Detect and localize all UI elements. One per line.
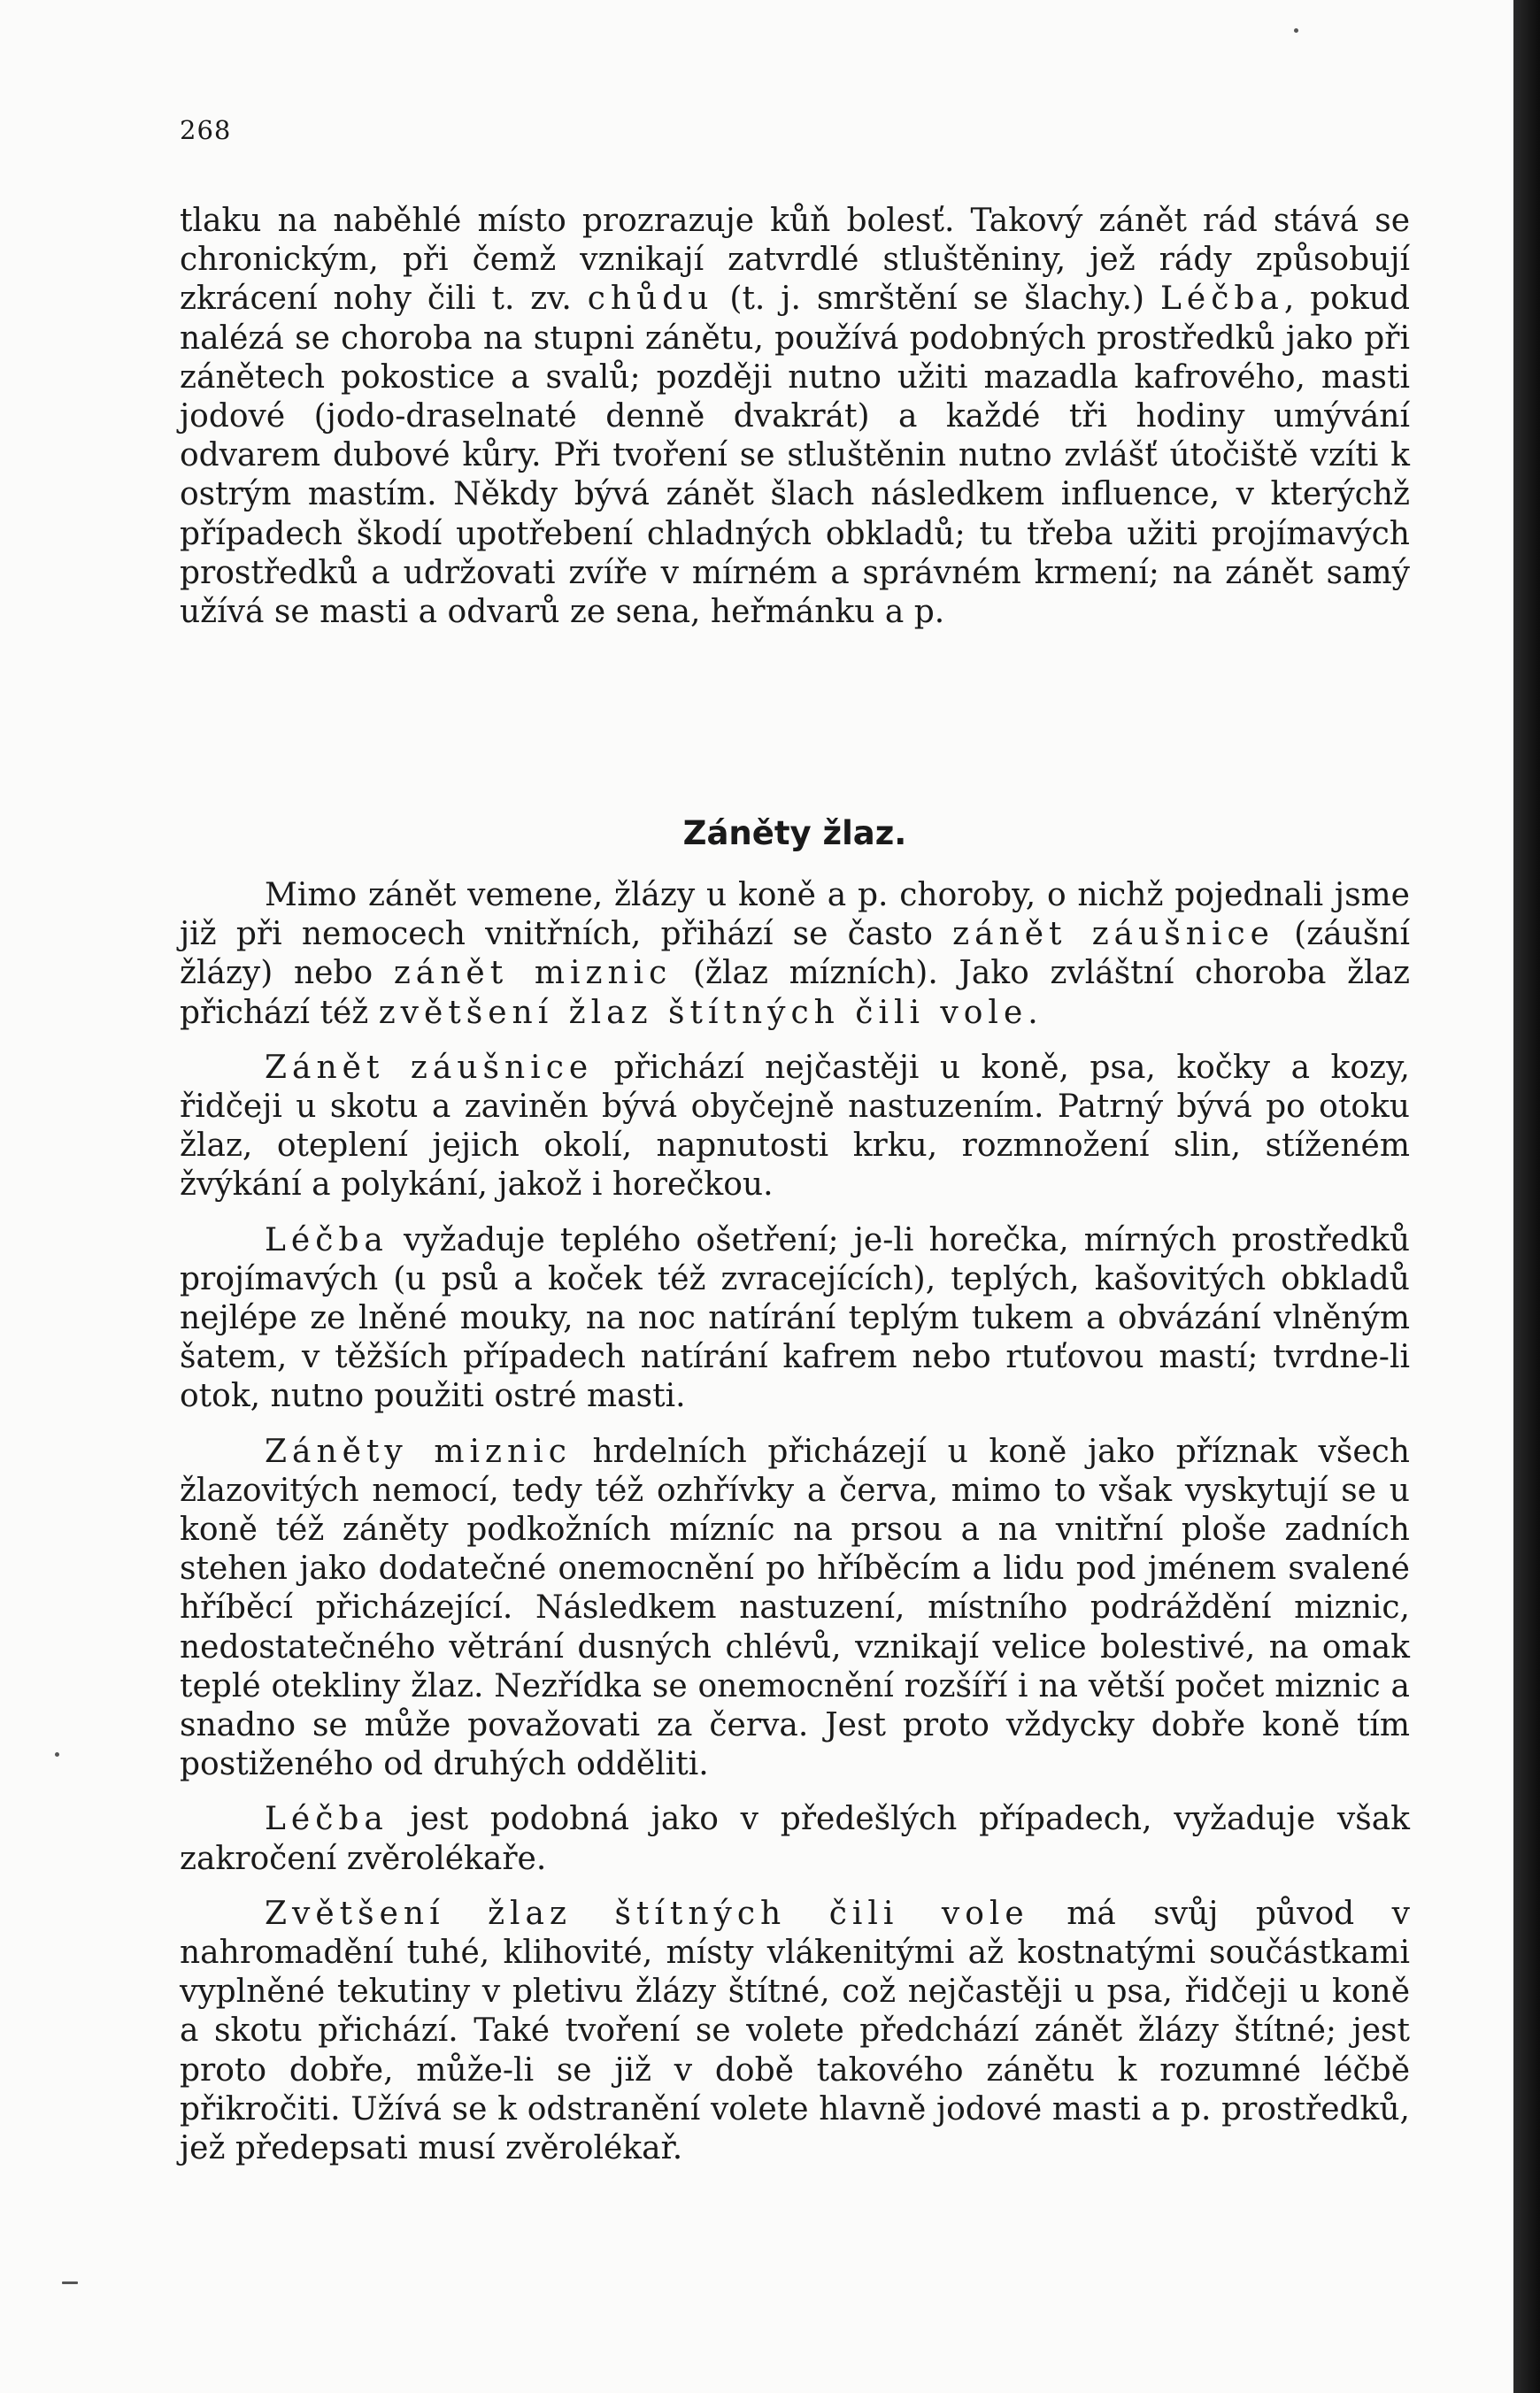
text-run: (t. j. smrštění se šlachy.) (713, 281, 1160, 318)
paragraph-zanety-miznic (180, 1433, 1410, 1785)
spaced-emphasis: Zvětšení žlaz štítných čili vole (265, 1895, 1029, 1932)
text-run: tlaku na naběhlé místo prozrazuje kůň bolesť. Takový zánět rád stává se chronickým, při čemž vznikají zatvrdlé stluštěniny, jež rády způsobují zkrácení nohy čili t. zv. (180, 203, 1410, 318)
text-run: má svůj původ v nahromadění tuhé, klihovité, místy vlákenitými až kostnatými součástkami vyplněné tekutiny v pletivu žlázy štítné, což nejčastěji u psa, řidčeji u koně a skotu přichází. Také tvoření se volete předchází zánět žlázy štítné; jest proto dobře, může-li se již v době takového zánětu k rozumné léčbě přikročiti. Užívá se k odstranění volete hlavně jodové masti a p. prostředků, jež předepsati musí zvěrolékař. (180, 1895, 1410, 2167)
paragraph-lecba-1 (180, 1221, 1410, 1417)
spaced-emphasis: Léčba (265, 1221, 389, 1258)
scan-speck (62, 2281, 78, 2284)
section-heading: Záněty žlaz. (682, 814, 907, 852)
scan-edge (1513, 0, 1540, 2393)
text-run: Mimo zánět vemene, žlázy u koně a p. choroby, o nichž pojednali jsme již při nemocech vnitřních, přihází se často (180, 877, 1410, 953)
text-block-top (180, 202, 1410, 632)
spaced-emphasis: zvětšení žlaz štítných čili vole (378, 994, 1028, 1031)
text-run: vyžaduje teplého ošetření; je-li horečka, mírných prostředků projímavých (u psů a koček též zvracejících), teplých, kašovitých obkladů nejlépe ze lněné mouky, na noc natírání teplým tukem a obvázání vlněným šatem, v těžších případech natírání kafrem nebo rtuťovou mastí; tvrdne-li otok, nutno použiti ostré masti. (180, 1221, 1410, 1415)
scan-speck (1294, 28, 1298, 33)
spaced-emphasis: zánět záušnice (952, 916, 1274, 953)
spaced-emphasis: Léčba (265, 1801, 389, 1838)
paragraph-vole (180, 1895, 1410, 2168)
spaced-emphasis: zánět miznic (393, 955, 673, 992)
spaced-emphasis: Léčba (1159, 281, 1284, 318)
text-run: hrdelních přicházejí u koně jako příznak všech žlazovitých nemocí, tedy též ozhřívky a červa, mimo to však vyskytují se u koně též záněty podkožních mízníc na prsou a na vnitřní ploše zadních stehen jako dodatečné onemocnění po hříběcím a lidu pod jménem svalené hříběcí přicházející. Následkem nastuzení, místního podráždění miznic, nedostatečného větrání dusných chlévů, vznikají velice bolestivé, na omak teplé otekliny žlaz. Nezřídka se onemocnění rozšíří i na větší počet miznic a snadno se může považovati za červa. Jest proto vždycky dobře koně tím postiženého od druhých odděliti. (180, 1433, 1410, 1783)
paragraph-intro (180, 876, 1410, 1033)
text-block-section (180, 812, 1410, 2184)
text-run: (záušní žlázy) nebo (180, 916, 1411, 992)
page-number: 268 (180, 115, 232, 145)
text-run: , pokud nalézá se choroba na stupni zánětu, používá podobných prostředků jako při zánětech pokostice a svalů; později nutno užiti mazadla kafrového, masti jodové (jodo-draselnaté denně dvakrát) a každé tři hodiny umývání odvarem dubové kůry. Při tvoření se stluštěnin nutno zvlášť útočiště vzíti k ostrým mastím. Někdy bývá zánět šlach následkem influence, v kterýchž případech škodí upotřebení chladných obkladů; tu třeba užiti projímavých prostředků a udržovati zvíře v mírném a správném krmení; na zánět samý užívá se masti a odvarů ze sena, heřmánku a p. (180, 281, 1411, 631)
spaced-emphasis: chůdu (587, 281, 714, 318)
text-run: přichází nejčastěji u koně, psa, kočky a kozy, řidčeji u skotu a zaviněn bývá obyčejně nastuzením. Patrný bývá po otoku žlaz, oteplení jejich okolí, napnutosti krku, rozmnožení slin, stíženém žvýkání a polykání, jakož i horečkou. (180, 1049, 1410, 1204)
paragraph-continuation (180, 202, 1410, 632)
text-run: jest podobná jako v předešlých případech, vyžaduje však zakročení zvěrolékaře. (180, 1801, 1410, 1877)
scan-speck (55, 1752, 59, 1757)
paragraph-zanet-zausnice (180, 1049, 1410, 1205)
spaced-emphasis: Zánět záušnice (265, 1049, 594, 1086)
paragraph-lecba-2 (180, 1800, 1410, 1878)
text-run: . (1028, 994, 1038, 1031)
text-run: (žlaz mízních). Jako zvláštní choroba žlaz přichází též (180, 955, 1410, 1031)
spaced-emphasis: Záněty miznic (265, 1433, 572, 1470)
